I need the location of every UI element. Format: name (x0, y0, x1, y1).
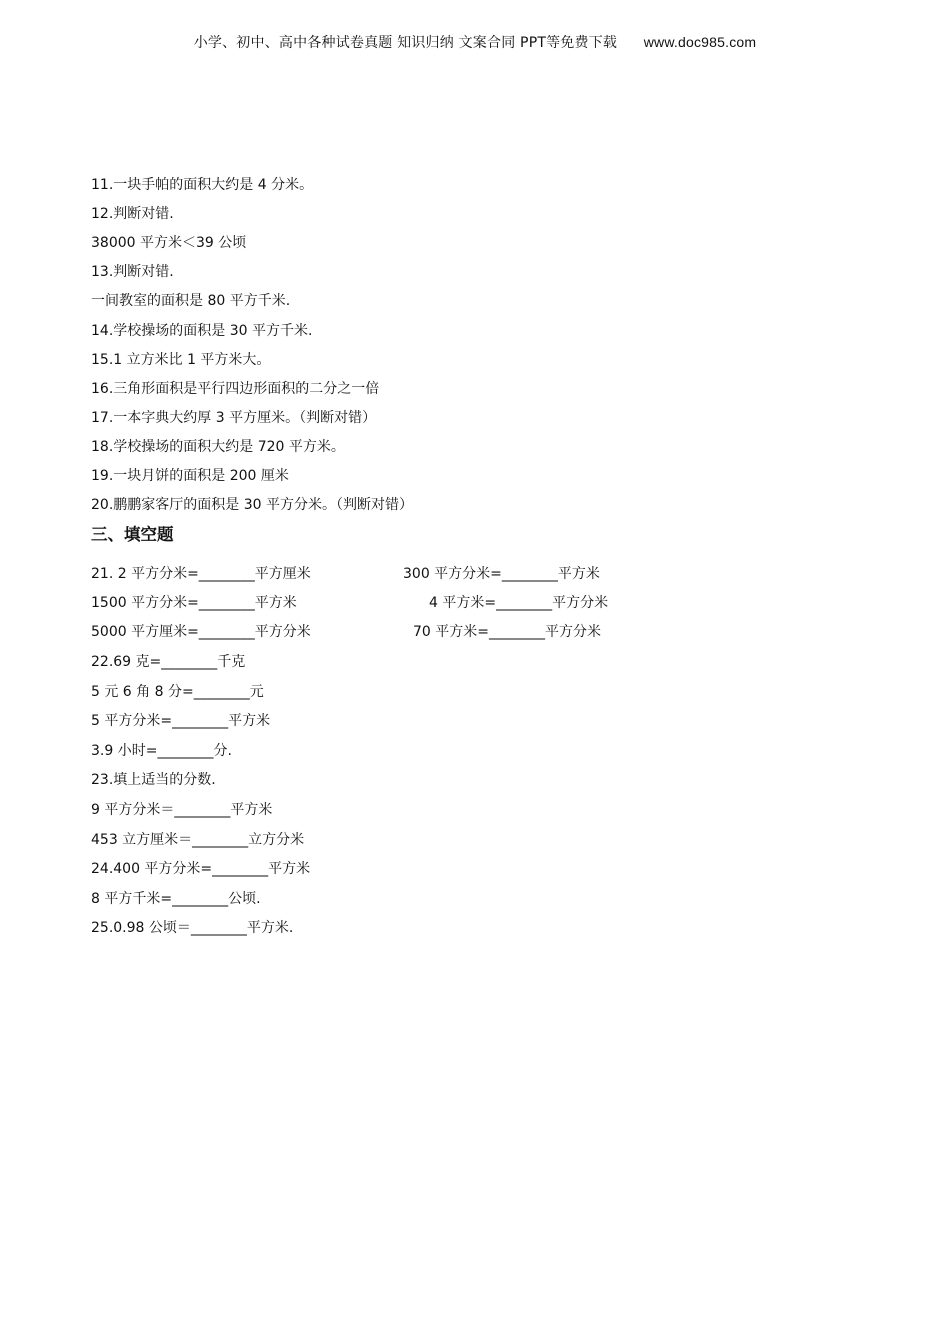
question-21-row1-right: 300 平方分米=________平方米 (403, 566, 600, 582)
question-24: 24.400 平方分米=________平方米 (91, 861, 311, 877)
question-23-part1: 9 平方分米＝________平方米 (91, 802, 273, 818)
question-21-row2-left: 1500 平方分米=________平方米 (91, 595, 297, 611)
question-12: 12.判断对错. (91, 206, 174, 222)
header-site-url: www.doc985.com (643, 34, 757, 50)
question-11: 11.一块手帕的面积大约是 4 分米。 (91, 177, 314, 193)
question-21-row3-left: 5000 平方厘米=________平方分米 (91, 624, 311, 640)
question-22: 22.69 克=________千克 (91, 654, 246, 670)
question-13-statement: 一间教室的面积是 80 平方千米. (91, 293, 291, 309)
question-21-row3-right: 70 平方米=________平方分米 (413, 624, 601, 640)
question-18: 18.学校操场的面积大约是 720 平方米。 (91, 439, 345, 455)
question-14: 14.学校操场的面积是 30 平方千米. (91, 323, 313, 339)
question-16: 16.三角形面积是平行四边形面积的二分之一倍 (91, 381, 380, 397)
question-15: 15.1 立方米比 1 平方米大。 (91, 352, 271, 368)
question-25: 25.0.98 公顷＝________平方米. (91, 920, 294, 936)
page-header (0, 32, 950, 52)
section-3-heading: 三、填空题 (91, 525, 174, 544)
question-20: 20.鹏鹏家客厅的面积是 30 平方分米。（判断对错） (91, 497, 413, 513)
question-24-part2: 8 平方千米=________公顷. (91, 891, 261, 907)
question-22-part3: 5 平方分米=________平方米 (91, 713, 271, 729)
question-17: 17.一本字典大约厚 3 平方厘米。（判断对错） (91, 410, 377, 426)
question-13: 13.判断对错. (91, 264, 174, 280)
question-21-row2-right: 4 平方米=________平方分米 (429, 595, 609, 611)
header-text: 小学、初中、高中各种试卷真题 知识归纳 文案合同 PPT等免费下载 (193, 35, 618, 51)
question-21-row1-left: 21. 2 平方分米=________平方厘米 (91, 566, 311, 582)
question-22-part2: 5 元 6 角 8 分=________元 (91, 684, 264, 700)
question-23-part2: 453 立方厘米＝________立方分米 (91, 832, 305, 848)
question-12-statement: 38000 平方米＜39 公顷 (91, 235, 247, 251)
question-23: 23.填上适当的分数. (91, 772, 216, 788)
question-19: 19.一块月饼的面积是 200 厘米 (91, 468, 289, 484)
question-22-part4: 3.9 小时=________分. (91, 743, 232, 759)
